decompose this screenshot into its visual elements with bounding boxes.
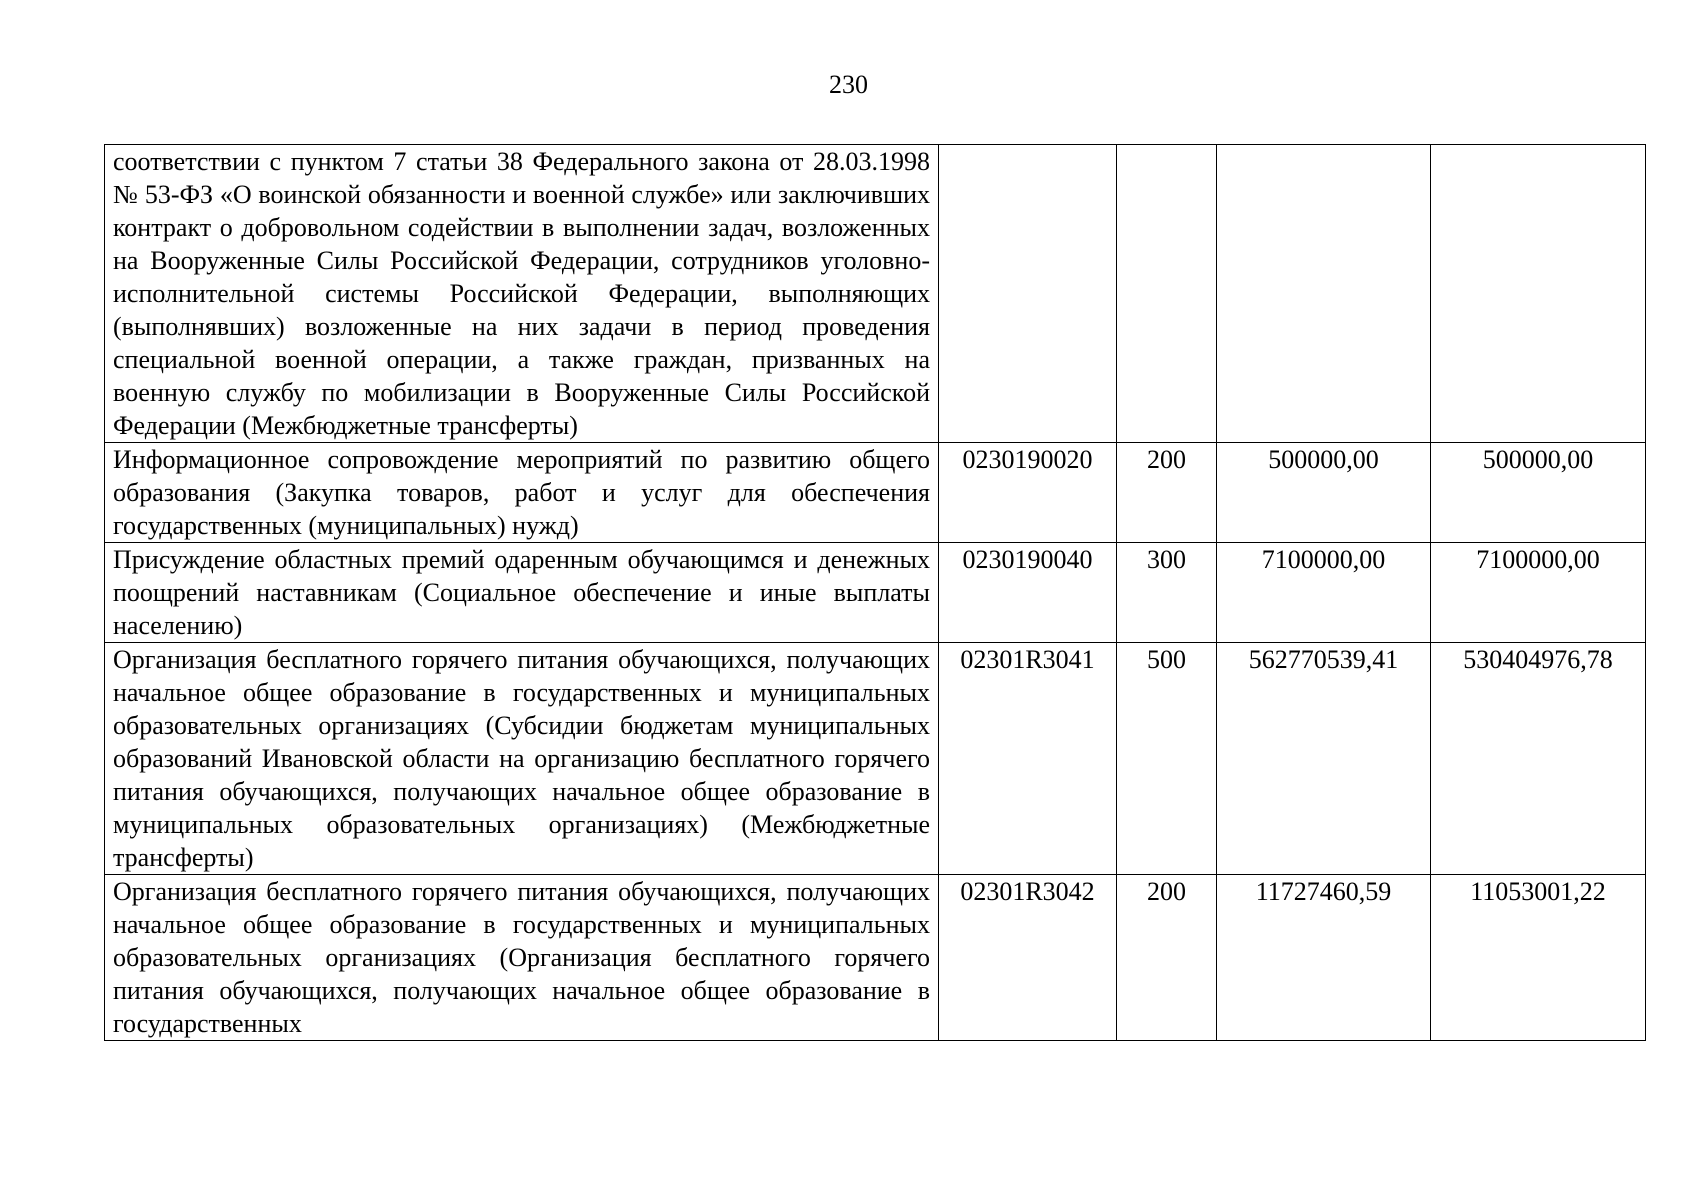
amount-first: 500000,00 — [1217, 443, 1431, 543]
row-description: Организация бесплатного горячего питания обучающихся, получающих начальное общее образование в государственных и муниципальных образовательных организациях (Организация бесплатного горячего питания обучающихся, получающих начальное общее образование в государственных — [105, 875, 939, 1041]
target-article-code: 02301R3041 — [939, 643, 1117, 875]
expense-type-code — [1117, 145, 1217, 443]
amount-first — [1217, 145, 1431, 443]
budget-table — [104, 144, 1646, 1041]
amount-second — [1431, 145, 1646, 443]
row-description: Организация бесплатного горячего питания обучающихся, получающих начальное общее образование в государственных и муниципальных образовательных организациях (Субсидии бюджетам муниципальных образований Ивановской области на организацию бесплатного горячего питания обучающихся, получающих начальное общее образование в муниципальных образовательных организациях) (Межбюджетные трансферты) — [105, 643, 939, 875]
expense-type-code: 200 — [1117, 875, 1217, 1041]
table-row — [105, 145, 1646, 443]
expense-type-code: 300 — [1117, 543, 1217, 643]
expense-type-code: 500 — [1117, 643, 1217, 875]
row-description: Присуждение областных премий одаренным обучающимся и денежных поощрений наставникам (Социальное обеспечение и иные выплаты населению) — [105, 543, 939, 643]
page-number: 230 — [829, 70, 868, 99]
expense-type-code: 200 — [1117, 443, 1217, 543]
amount-first: 7100000,00 — [1217, 543, 1431, 643]
target-article-code: 0230190020 — [939, 443, 1117, 543]
amount-first: 11727460,59 — [1217, 875, 1431, 1041]
target-article-code: 02301R3042 — [939, 875, 1117, 1041]
amount-second: 500000,00 — [1431, 443, 1646, 543]
target-article-code: 0230190040 — [939, 543, 1117, 643]
table-row — [105, 443, 1646, 543]
amount-second: 7100000,00 — [1431, 543, 1646, 643]
table-row — [105, 875, 1646, 1041]
amount-first: 562770539,41 — [1217, 643, 1431, 875]
table-row — [105, 543, 1646, 643]
target-article-code — [939, 145, 1117, 443]
amount-second: 11053001,22 — [1431, 875, 1646, 1041]
table-row — [105, 643, 1646, 875]
row-description: соответствии с пунктом 7 статьи 38 Федерального закона от 28.03.1998 № 53-ФЗ «О воинской обязанности и военной службе» или заключивших контракт о добровольном содействии в выполнении задач, возложенных на Вооруженные Силы Российской Федерации, сотрудников уголовно-исполнительной системы Российской Федерации, выполняющих (выполнявших) возложенные на них задачи в период проведения специальной военной операции, а также граждан, призванных на военную службу по мобилизации в Вооруженные Силы Российской Федерации (Межбюджетные трансферты) — [105, 145, 939, 443]
amount-second: 530404976,78 — [1431, 643, 1646, 875]
row-description: Информационное сопровождение мероприятий по развитию общего образования (Закупка товаров, работ и услуг для обеспечения государственных (муниципальных) нужд) — [105, 443, 939, 543]
